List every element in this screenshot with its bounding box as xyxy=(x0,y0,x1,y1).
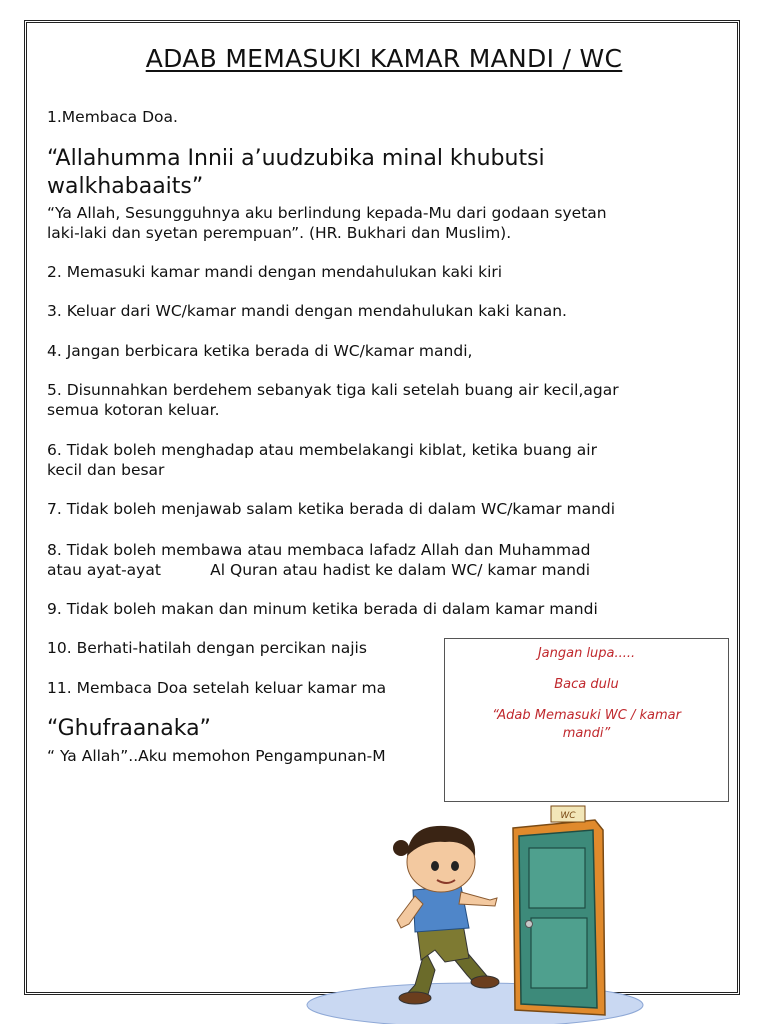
item-5-line-2: semua kotoran keluar. xyxy=(47,401,220,419)
note-line-1: Jangan lupa..... xyxy=(537,646,636,661)
door-panel-bottom xyxy=(531,918,587,988)
doa-1-meaning-line-1: “Ya Allah, Sesungguhnya aku berlindung kepada-Mu dari godaan syetan xyxy=(47,204,607,222)
item-10: 10. Berhati-hatilah dengan percikan najis xyxy=(47,639,367,657)
boy-left-eye xyxy=(431,861,439,871)
item-8-line-1: 8. Tidak boleh membawa atau membaca lafadz Allah dan Muhammad xyxy=(47,541,591,559)
item-9: 9. Tidak boleh makan dan minum ketika berada di dalam kamar mandi xyxy=(47,600,598,618)
item-1: 1.Membaca Doa. xyxy=(47,108,178,126)
item-6-line-2: kecil dan besar xyxy=(47,461,165,479)
door-panel-top xyxy=(529,848,585,908)
door-sign-text: WC xyxy=(560,811,576,821)
note-line-2: Baca dulu xyxy=(554,677,619,692)
reminder-note-box xyxy=(444,638,729,802)
doa-2-arabic: “Ghufraanaka” xyxy=(47,716,211,741)
door-knob xyxy=(526,921,533,928)
item-5-line-1: 5. Disunnahkan berdehem sebanyak tiga kali setelah buang air kecil,agar xyxy=(47,381,619,399)
doa-1-arabic-line-2: walkhabaaits” xyxy=(47,174,204,199)
boy-right-shoe xyxy=(471,976,499,988)
boy-right-arm xyxy=(459,892,497,906)
item-2: 2. Memasuki kamar mandi dengan mendahulukan kaki kiri xyxy=(47,263,503,281)
item-3: 3. Keluar dari WC/kamar mandi dengan mendahulukan kaki kanan. xyxy=(47,302,567,320)
boy-left-shoe xyxy=(399,992,431,1004)
boy-hair-tuft xyxy=(393,840,409,856)
page-title: ADAB MEMASUKI KAMAR MANDI / WC xyxy=(145,44,623,73)
doa-1-meaning-line-2: laki-laki dan syetan perempuan”. (HR. Bukhari dan Muslim). xyxy=(47,224,512,242)
item-11: 11. Membaca Doa setelah keluar kamar ma xyxy=(47,679,387,697)
item-8-line-2: atau ayat-ayat Al Quran atau hadist ke dalam WC/ kamar mandi xyxy=(47,561,591,579)
boy-at-wc-door-illustration xyxy=(305,800,645,1024)
item-4: 4. Jangan berbicara ketika berada di WC/kamar mandi, xyxy=(47,342,473,360)
note-line-3: “Adab Memasuki WC / kamar xyxy=(492,708,681,723)
item-7: 7. Tidak boleh menjawab salam ketika berada di dalam WC/kamar mandi xyxy=(47,500,616,518)
doa-2-meaning: “ Ya Allah”..Aku memohon Pengampunan-M xyxy=(47,747,386,765)
doa-1-arabic-line-1: “Allahumma Innii a’uudzubika minal khubutsi xyxy=(47,146,545,171)
boy-right-eye xyxy=(451,861,459,871)
note-line-4: mandi” xyxy=(562,726,611,741)
item-6-line-1: 6. Tidak boleh menghadap atau membelakangi kiblat, ketika buang air xyxy=(47,441,597,459)
